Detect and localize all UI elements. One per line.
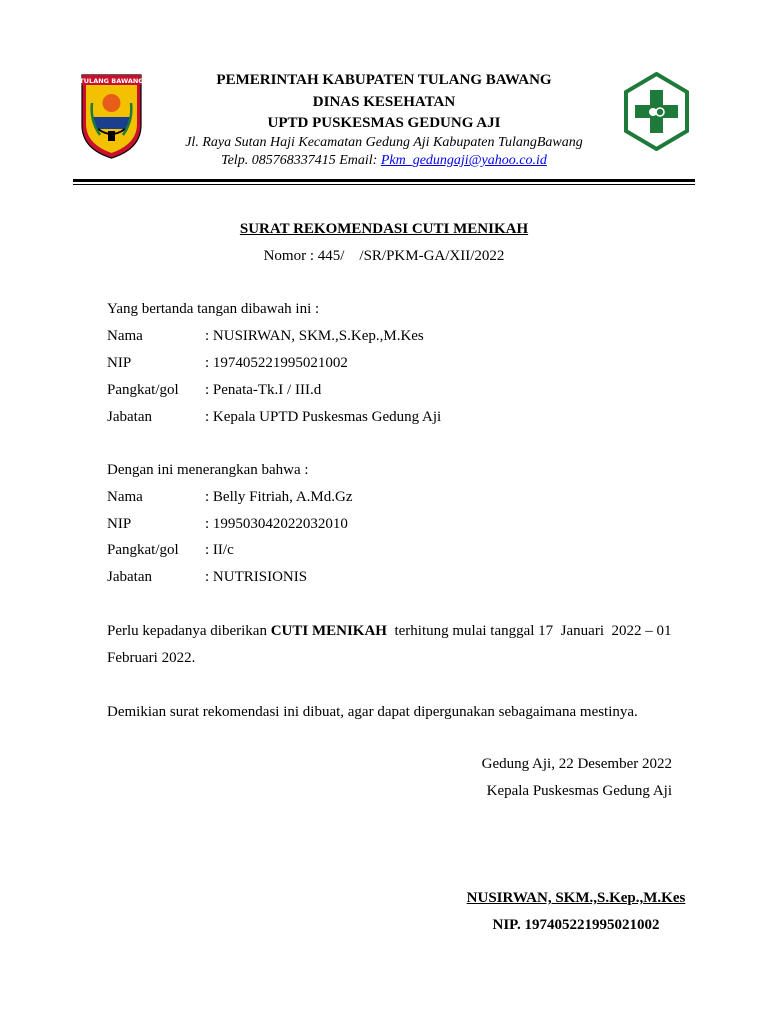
leave-type: CUTI MENIKAH <box>270 623 387 639</box>
puskesmas-cross-logo <box>623 72 690 151</box>
letter-number: Nomor : 445/ /SR/PKM-GA/XII/2022 <box>263 248 505 264</box>
signer-signature-nip: NIP. 197405221995021002 <box>492 917 660 933</box>
regency-emblem-logo <box>80 73 143 159</box>
intro-signer: Yang bertanda tangan dibawah ini : <box>107 301 320 317</box>
email-link[interactable]: Pkm_gedungaji@yahoo.co.id <box>380 153 547 168</box>
letterhead-institution: UPTD PUSKESMAS GEDUNG AJI <box>267 115 501 131</box>
signer-name-label: Nama <box>107 328 143 344</box>
signer-signature-name-text: NUSIRWAN, SKM.,S.Kep.,M.Kes <box>466 890 686 906</box>
closing-paragraph: Demikian surat rekomendasi ini dibuat, agar dapat dipergunakan sebagaimana mestinya. <box>107 704 638 720</box>
employee-nip-value: : 199503042022032010 <box>205 516 348 532</box>
leave-paragraph <box>107 623 672 640</box>
employee-name-label: Nama <box>107 489 143 505</box>
letterhead-divider-thick <box>73 179 695 182</box>
signer-nip-label: NIP <box>107 355 132 371</box>
letterhead-divider-thin <box>73 184 695 185</box>
place-date: Gedung Aji, 22 Desember 2022 <box>481 756 672 772</box>
leave-paragraph-end: Februari 2022. <box>107 650 196 666</box>
letter-title: SURAT REKOMENDASI CUTI MENIKAH <box>239 221 529 237</box>
signer-name-value: : NUSIRWAN, SKM.,S.Kep.,M.Kes <box>205 328 424 344</box>
employee-position-label: Jabatan <box>107 569 152 585</box>
leave-period: terhitung mulai tanggal 17 Januari 2022 – 01 <box>386 623 672 639</box>
employee-rank-value: : II/c <box>205 542 234 558</box>
signer-position-value: : Kepala UPTD Puskesmas Gedung Aji <box>205 409 442 425</box>
letterhead-department: DINAS KESEHATAN <box>312 94 456 110</box>
letterhead-government: PEMERINTAH KABUPATEN TULANG BAWANG <box>216 72 552 88</box>
signer-rank-value: : Penata-Tk.I / III.d <box>205 382 322 398</box>
employee-name-value: : Belly Fitriah, A.Md.Gz <box>205 489 353 505</box>
signer-rank-label: Pangkat/gol <box>107 382 179 398</box>
contact-phone: Telp. 085768337415 Email: <box>221 153 381 168</box>
employee-position-value: : NUTRISIONIS <box>205 569 308 585</box>
leave-text-start: Perlu kepadanya diberikan <box>107 623 271 639</box>
signer-title: Kepala Puskesmas Gedung Aji <box>486 783 672 799</box>
signer-signature-name <box>400 890 752 907</box>
employee-rank-label: Pangkat/gol <box>107 542 179 558</box>
intro-employee: Dengan ini menerangkan bahwa : <box>107 462 309 478</box>
letterhead-contact <box>150 153 618 169</box>
letterhead-address: Jl. Raya Sutan Haji Kecamatan Gedung Aji Kabupaten TulangBawang <box>185 135 583 150</box>
signer-nip-value: : 197405221995021002 <box>205 355 348 371</box>
svg-text:TULANG BAWANG: TULANG BAWANG <box>80 77 143 85</box>
signer-position-label: Jabatan <box>107 409 152 425</box>
employee-nip-label: NIP <box>107 516 132 532</box>
